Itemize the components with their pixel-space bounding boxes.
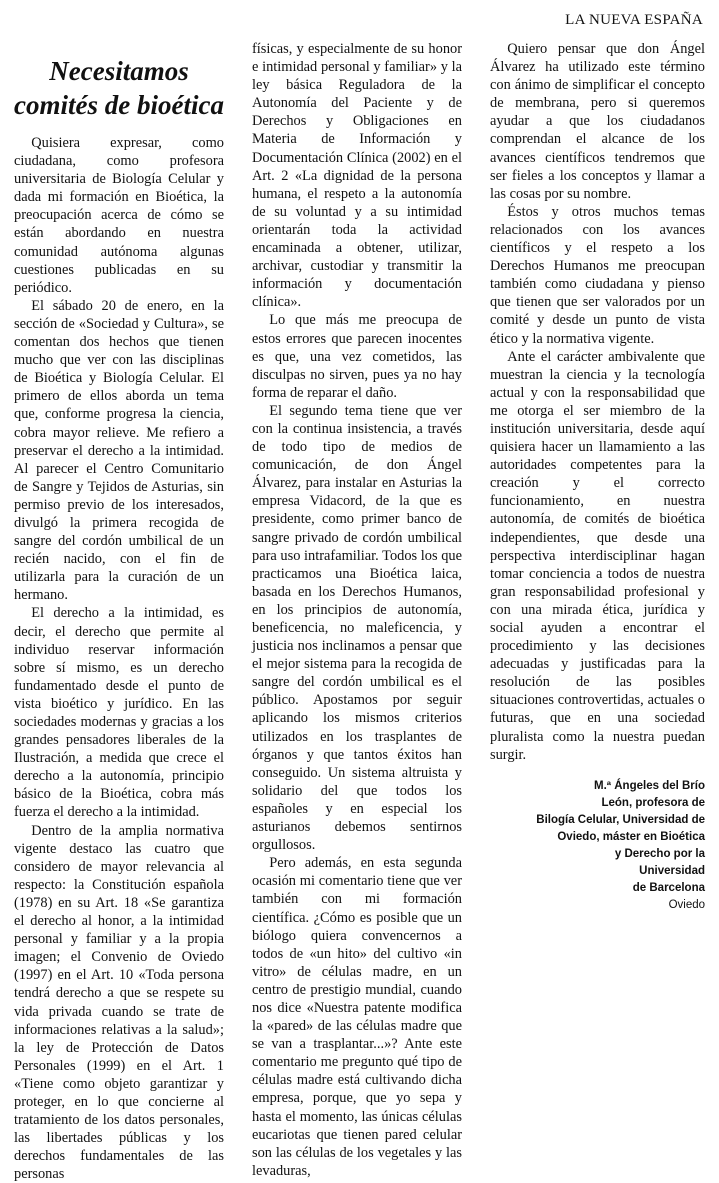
column-3 — [490, 40, 705, 914]
signature-line: de Barcelona — [632, 881, 705, 894]
author-signature — [490, 778, 705, 914]
paragraph: Éstos y otros muchos temas relacionados con los avances científicos y el respeto a los Derechos Humanos me preocupan también como ciudadana y pienso que tienen que ser valorados por un comité y desde un punto de vista ético y la normativa vigente. — [490, 203, 705, 347]
signature-line: M.ª Ángeles del Brío — [594, 779, 705, 792]
paragraph: Quisiera expresar, como ciudadana, como profesora universitaria de Biología Celular y dada mi formación en Bioética, la preocupación acerca de cómo se están abordando en nuestra comunidad autónoma algunas cuestiones publicadas en su periódico. — [14, 135, 224, 296]
paragraph: Dentro de la amplia normativa vigente destaco las cuatro que considero de mayor relevancia al respecto: la Constitución española (1978) en su Art. 18 «Se garantiza el derecho al honor, a la intimidad personal y familiar y a la propia imagen; el Convenio de Oviedo (1997) en el Art. 10 «Toda persona tendrá derecho a que se respete su vida privada cuando se trate de informaciones relativas a la salud»; la ley de Protección de Datos Personales (1999) en el Art. 1 «Tiene como objeto garantizar y proteger, en lo que concierne al tratamiento de los datos personales, las libertades públicas y los derechos fundamentales de las personas — [14, 822, 224, 1183]
paragraph: físicas, y especialmente de su honor e intimidad personal y familiar» y la ley básica Reguladora de la Autonomía del Paciente y de Derechos y Obligaciones en Materia de Información y Documentación Clínica (2002) en el Art. 2 «La dignidad de la persona humana, el respeto a la autonomía de su voluntad y a su intimidad orientarán toda la actividad encaminada a obtener, utilizar, archivar, custodiar y transmitir la información y documentación clínica». — [252, 41, 462, 311]
signature-line: León, profesora de — [601, 796, 705, 809]
signature-line: Universidad — [639, 864, 705, 877]
signature-line: Bilogía Celular, Universidad de — [536, 813, 705, 826]
paragraph: Pero además, en esta segunda ocasión mi comentario tiene que ver también con mi formación científica. ¿Cómo es posible que un biólogo quiera convencernos a todos de «un hito» del cultivo «in vitro» de células madre, en un centro de prestigio mundial, cuando nos dice «Nuestra patente modifica la «pared» de las células madre que se van a trasplantar...»? Ante este comentario me pregunto qué tipo de células madre está cultivando dicha empresa, porque, que yo sepa y hasta el momento, las únicas células eucariotas que tienen pared celular son las células de los vegetales y las levaduras, — [252, 855, 462, 1179]
column-2 — [252, 40, 462, 1180]
signature-line: y Derecho por la — [614, 847, 705, 860]
signature-city: Oviedo — [668, 898, 705, 911]
paragraph: Lo que más me preocupa de estos errores que parecen inocentes es que, una vez cometidos, las disculpas no sirven, pues ya no hay forma de reparar el daño. — [252, 312, 462, 401]
paragraph: Quiero pensar que don Ángel Álvarez ha utilizado este término con ánimo de simplificar el concepto de membrana, pero si queremos ayudar a que los ciudadanos comprendan el alcance de los avances científicos tendremos que ser fieles a los conceptos y llamar a las cosas por su nombre. — [490, 41, 705, 202]
column-1 — [14, 54, 224, 1183]
paragraph: El derecho a la intimidad, es decir, el derecho que permite al individuo reservar información sobre sí mismo, es un derecho fundamentado desde el punto de vista bioético y jurídico. En las sociedades modernas y gracias a los grandes pensadores liberales de la Ilustración, a medida que crece el derecho a la autonomía, principio básico de la Bioética, cobra más fuerza el derecho a la intimidad. — [14, 605, 224, 821]
masthead: LA NUEVA ESPAÑA — [565, 12, 703, 28]
paragraph: Ante el carácter ambivalente que muestran la ciencia y la tecnología actual y con la responsabilidad que me otorga el ser miembro de la institución universitaria, desde aquí quisiera hacer un llamamiento a las autoridades competentes para la creación y el correcto funcionamiento, en nuestra autonomía, de comités de bioética independientes, que desde una perspectiva interdisciplinar hagan tomar conciencia a todos de nuestra gran responsabilidad profesional y con una mirada ética, jurídica y social ayuden a encontrar el procedimiento y las decisiones adecuadas y justificadas para la resolución de las posibles situaciones controvertidas, actuales o futuras, que en una sociedad pluralista como la nuestra puedan surgir. — [490, 348, 705, 763]
paragraph: El segundo tema tiene que ver con la continua insistencia, a través de todo tipo de medios de comunicación, de don Ángel Álvarez, para instalar en Asturias la empresa Vidacord, de la que es presidente, como primer banco de sangre privado de cordón umbilical para uso intrafamiliar. Todos los que practicamos una Bioética laica, basada en los Derechos Humanos, en los principios de autonomía, beneficencia, no maleficencia, y justicia nos inclinamos a pensar que el mejor sistema para la recogida de sangre del cordón umbilical es el público. Apostamos por seguir aplicando los mismos criterios utilizados en los trasplantes de órganos y que tantos éxitos han conseguido. Un sistema altruista y solidario del que todos los españoles y en especial los asturianos debemos sentirnos orgullosos. — [252, 402, 462, 854]
headline: Necesitamos comités de bioética — [14, 56, 224, 120]
signature-line: Oviedo, máster en Bioética — [557, 830, 705, 843]
paragraph: El sábado 20 de enero, en la sección de «Sociedad y Cultura», se comentan dos hechos que tienen mucho que ver con las disciplinas de Bioética y Biología Celular. El primero de ellos aborda un tema que, conforme progresa la ciencia, cobra mayor relieve. Me refiero a preservar el derecho a la intimidad. Al parecer el Centro Comunitario de Sangre y Tejidos de Asturias, sin permiso previo de los interesados, divulgó la primera recogida de sangre del cordón umbilical de un recién nacido, con el fin de utilizarla para la curación de un hermano. — [14, 297, 224, 604]
